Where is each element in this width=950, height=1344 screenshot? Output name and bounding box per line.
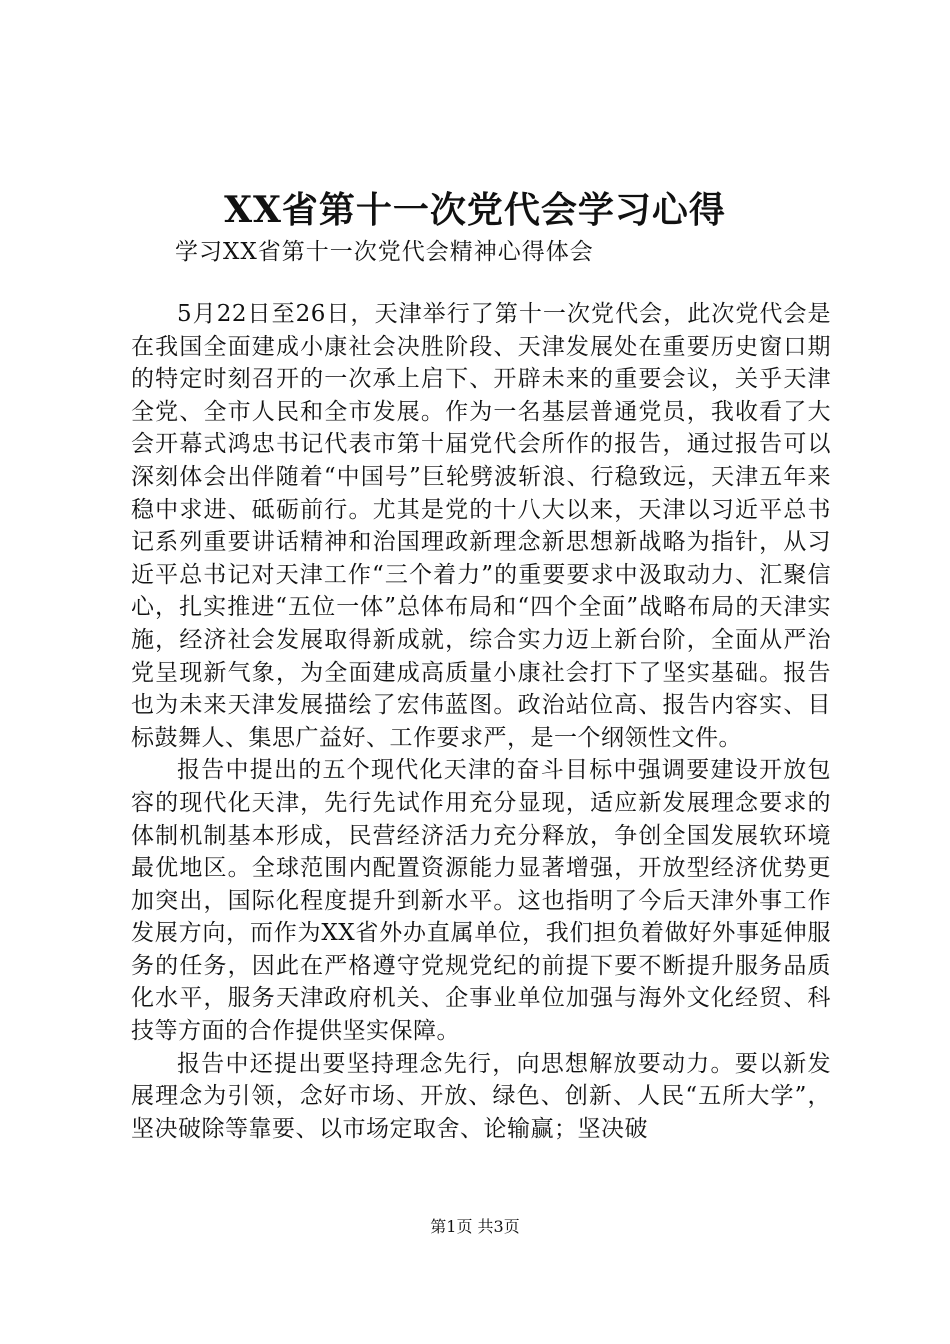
body-paragraph-2: 报告中提出的五个现代化天津的奋斗目标中强调要建设开放包容的现代化天津，先行先试作用充分显现，适应新发展理念要求的体制机制基本形成，民营经济活力充分释放，争创全国发展软环境最优地区。全球范围内配置资源能力显著增强，开放型经济优势更加突出，国际化程度提升到新水平。这也指明了今后天津外事工作发展方向，而作为XX省外办直属单位，我们担负着做好外事延伸服务的任务，因此在严格遵守党规党纪的前提下要不断提升服务品质化水平，服务天津政府机关、企事业单位加强与海外文化经贸、科技等方面的合作提供坚实保障。	[131, 757, 831, 1045]
document-body	[131, 298, 831, 1145]
body-paragraph-1: 5月22日至26日，天津举行了第十一次党代会，此次党代会是在我国全面建成小康社会决胜阶段、天津发展处在重要历史窗口期的特定时刻召开的一次承上启下、开辟未来的重要会议，关乎天津全党、全市人民和全市发展。作为一名基层普通党员，我收看了大会开幕式鸿忠书记代表市第十届党代会所作的报告，通过报告可以深刻体会出伴随着“中国号”巨轮劈波斩浪、行稳致远，天津五年来稳中求进、砥砺前行。尤其是党的十八大以来，天津以习近平总书记系列重要讲话精神和治国理政新理念新思想新战略为指针，从习近平总书记对天津工作“三个着力”的重要要求中汲取动力、汇聚信心，扎实推进“五位一体”总体布局和“四个全面”战略布局的天津实施，经济社会发展取得新成就，综合实力迈上新台阶，全面从严治党呈现新气象，为全面建成高质量小康社会打下了坚实基础。报告也为未来天津发展描绘了宏伟蓝图。政治站位高、报告内容实、目标鼓舞人、集思广益好、工作要求严，是一个纲领性文件。	[131, 301, 831, 751]
document-subtitle: 学习XX省第十一次党代会精神心得体会	[175, 239, 594, 265]
document-title: XX省第十一次党代会学习心得	[224, 189, 726, 231]
page-number-footer: 第1页 共3页	[430, 1217, 520, 1236]
body-paragraph-3: 报告中还提出要坚持理念先行，向思想解放要动力。要以新发展理念为引领，念好市场、开放、绿色、创新、人民“五所大学”，坚决破除等靠要、以市场定取舍、论输赢；坚决破	[131, 1050, 831, 1142]
